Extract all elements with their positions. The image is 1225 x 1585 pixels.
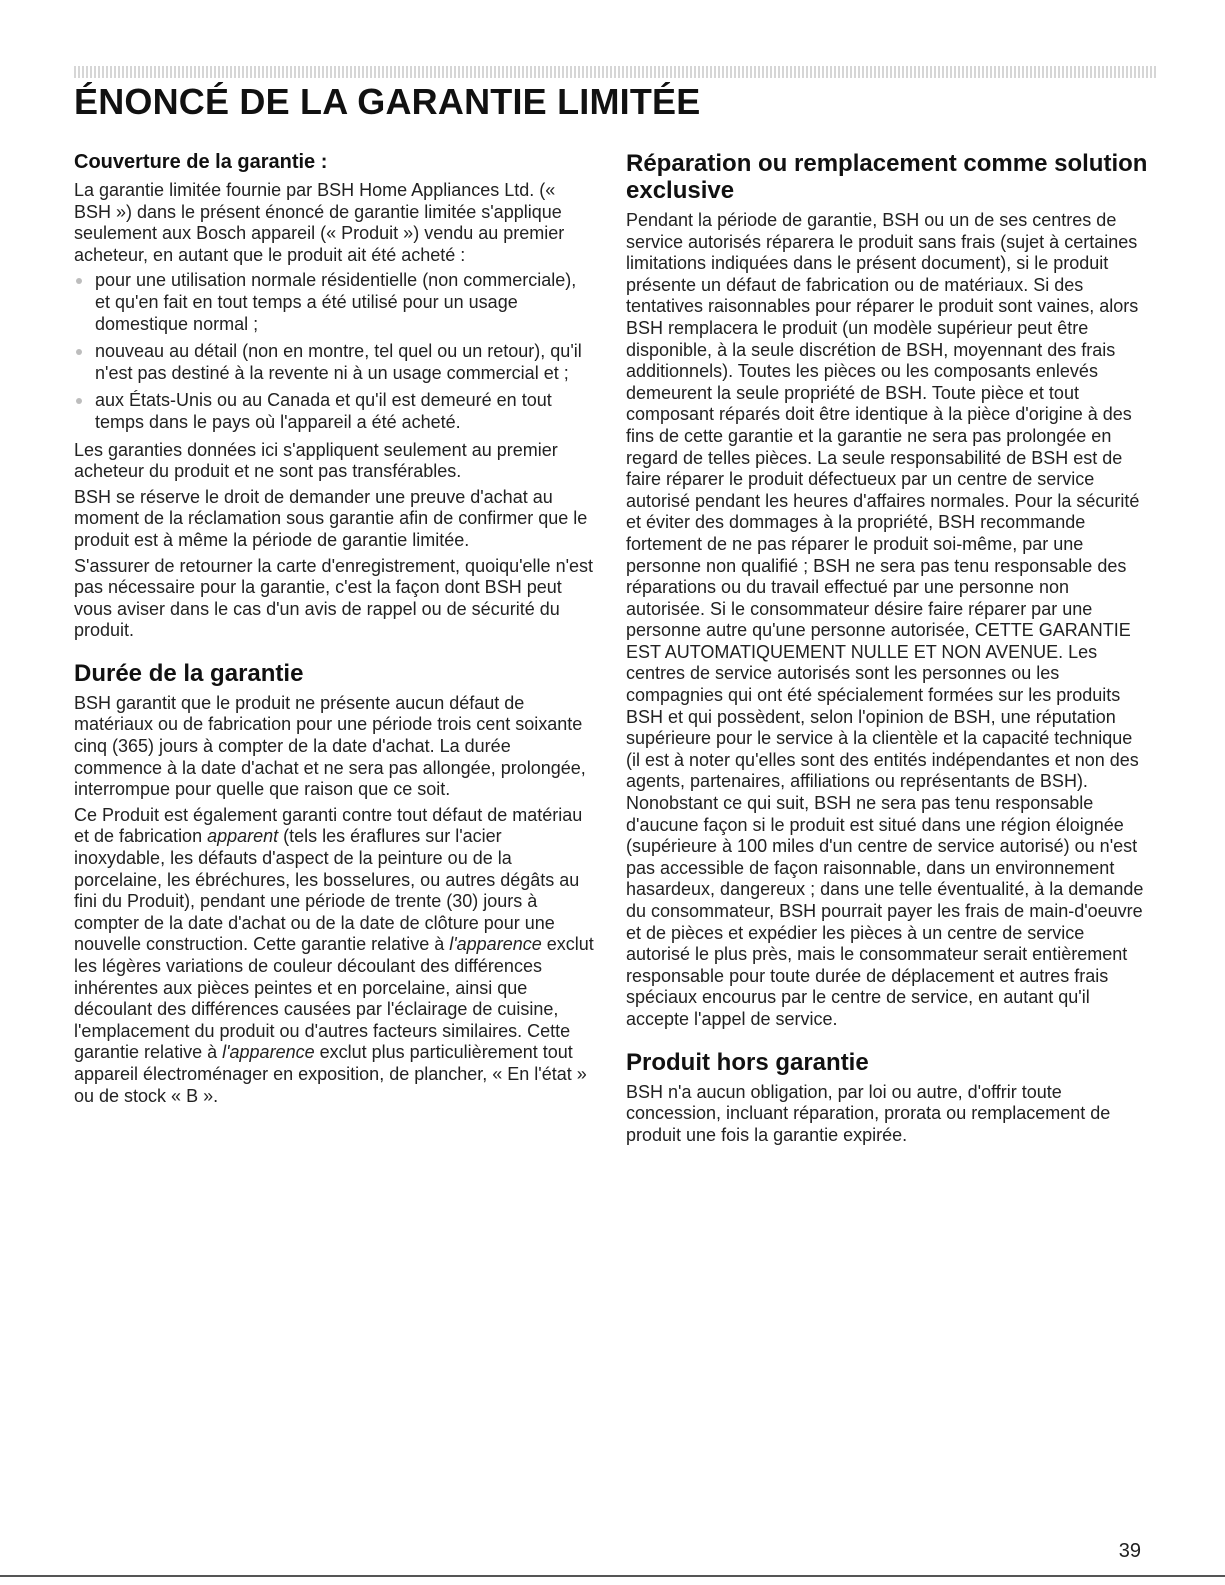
bullet-icon [76,398,82,404]
list-item [74,390,594,433]
duration-paragraph-2: Ce Produit est également garanti contre tout défaut de matériau et de fabrication apparent (tels les éraflures sur l'acier inoxydable, les défauts d'aspect de la peinture ou de la porcelaine, les ébréchures, les bosselures, ou autres dégâts au fini du Produit), pendant une période de trente (30) jours à compter de la date d'achat ou de la date de clôture pour une nouvelle construction. Cette garantie relative à l'apparence exclut les légères variations de couleur découlant des différences inhérentes aux pièces peintes et en porcelaine, ainsi que découlant des différences causées par l'éclairage de cuisine, l'emplacement du produit ou d'autres facteurs similaires. Cette garantie relative à l'apparence exclut plus particulièrement tout appareil électroménager en exposition, de plancher, « En l'état » ou de stock « B ». [74,804,594,1106]
coverage-intro: La garantie limitée fournie par BSH Home Appliances Ltd. (« BSH ») dans le présent énoncé de garantie limitée s'applique seulement aux Bosch appareil (« Produit ») vendu au premier acheteur, en autant que le produit ait été acheté : [74,180,565,265]
right-column [626,150,1148,1150]
out-of-warranty-section [626,1049,1148,1147]
out-of-warranty-heading: Produit hors garantie [626,1048,869,1076]
duration-section [74,660,594,1107]
coverage-paragraph-transfer: Les garanties données ici s'appliquent seulement au premier acheteur du produit et ne sont pas transférables. [74,439,558,482]
duration-paragraph-1: BSH garantit que le produit ne présente aucun défaut de matériaux ou de fabrication pour une période trois cent soixante cinq (365) jours à compter de la date d'achat. La durée commence à la date d'achat et ne sera pas allongée, prolongée, interrompue pour quelle que raison que ce soit. [74,692,586,800]
repair-heading: Réparation ou remplacement comme solution exclusive [626,150,1148,204]
page-number: 39 [1118,1540,1141,1562]
footer-rule [0,1575,1225,1577]
list-item-text: aux États-Unis ou au Canada et qu'il est demeuré en tout temps dans le pays où l'appareil a été acheté. [95,390,552,432]
left-column [74,150,594,1111]
list-item [74,341,594,384]
bullet-icon [76,278,82,284]
repair-paragraph: Pendant la période de garantie, BSH ou un de ses centres de service autorisés réparera le produit sans frais (sujet à certaines limitations indiquées dans le présent document), si le produit présente un défaut de fabrication ou de matériaux. Si des tentatives raisonnables pour réparer le produit sont vaines, alors BSH remplacera le produit (un modèle supérieur peut être disponible, à la seule discrétion de BSH, moyennant des frais additionnels). Toutes les pièces ou les composants enlevés demeurent la seule propriété de BSH. Toute pièce et tout composant réparés doit être identique à la pièce d'origine à des fins de cette garantie et la garantie ne sera pas prolongée en regard de telles pièces. La seule responsabilité de BSH est de faire réparer le produit défectueux par un centre de service autorisé pendant les heures d'affaires normales. Pour la sécurité et éviter des dommages à la propriété, BSH recommande fortement de ne pas réparer le produit soi-même, par une personne non qualifié ; BSH ne sera pas tenu responsable des réparations ou du travail effectué par une personne non autorisée. Si le consommateur désire faire réparer par une personne autre qu'une personne autorisée, CETTE GARANTIE EST AUTOMATIQUEMENT NULLE ET NON AVENUE. Les centres de service autorisés sont les personnes ou les compagnies qui ont été spécialement formées sur les produits BSH et qui possèdent, selon l'opinion de BSH, une réputation supérieure pour le service à la clientèle et la capacité technique (il est à noter qu'elles sont des entités indépendantes et non des agents, partenaires, affiliations ou représentants de BSH). Nonobstant ce qui suit, BSH ne sera pas tenu responsable d'aucune façon si le produit est situé dans une région éloignée (supérieure à 100 miles d'un centre de service autorisé) ou n'est pas accessible de façon raisonnable, dans un environnement hasardeux, dangereux ; dans une telle éventualité, à la demande du consommateur, BSH pourrait payer les frais de main-d'oeuvre et de pièces et expédier les pièces à un centre de service autorisé le plus près, mais le consommateur serait entièrement responsable pour toute durée de déplacement et autres frais spéciaux encourus par le centre de service, en autant qu'il accepte l'appel de service. [626,210,1144,1029]
coverage-heading: Couverture de la garantie : [74,151,328,173]
coverage-section [74,150,594,642]
list-item-text: nouveau au détail (non en montre, tel quel ou un retour), qu'il n'est pas destiné à la revente ni à un usage commercial et ; [95,341,582,383]
list-item [74,270,594,335]
coverage-paragraph-registration: S'assurer de retourner la carte d'enregistrement, quoiqu'elle n'est pas nécessaire pour la garantie, c'est la façon dont BSH peut vous aviser dans le cas d'un avis de rappel ou de sécurité du produit. [74,555,594,641]
repair-section [626,150,1148,1031]
list-item-text: pour une utilisation normale résidentielle (non commerciale), et qu'en fait en tout temps a été utilisé pour un usage domestique normal ; [95,270,577,334]
header-rule [74,66,1156,78]
page-title: ÉNONCÉ DE LA GARANTIE LIMITÉE [74,81,701,122]
out-of-warranty-paragraph: BSH n'a aucun obligation, par loi ou autre, d'offrir toute concession, incluant réparation, prorata ou remplacement de produit une fois la garantie expirée. [626,1081,1111,1145]
coverage-bullet-list [74,270,594,433]
coverage-paragraph-proof: BSH se réserve le droit de demander une preuve d'achat au moment de la réclamation sous garantie afin de confirmer que le produit est à même la période de garantie limitée. [74,486,588,550]
duration-heading: Durée de la garantie [74,659,304,687]
bullet-icon [76,349,82,355]
